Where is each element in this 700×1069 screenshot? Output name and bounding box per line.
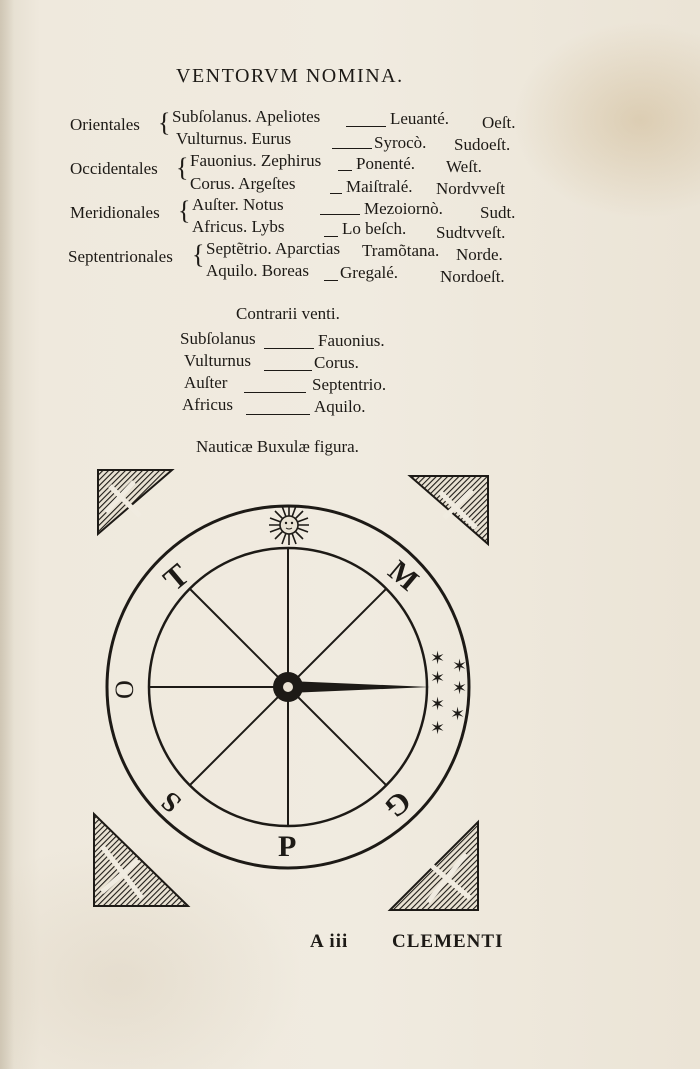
compass-letter-top-right: M [381,554,425,598]
svg-text:✶: ✶ [450,704,466,725]
dash [330,138,374,155]
svg-text:✶: ✶ [430,648,446,669]
wind-italian: Ponenté. [356,154,416,173]
contrarii-right: Septentrio. [312,375,387,394]
svg-text:✶: ✶ [452,678,468,699]
wind-german: Sudtvveſt. [436,223,506,242]
wind-german: Weſt. [446,157,482,176]
wind-italian: Leuanté. [390,109,449,128]
wind-name: Aquilo. Boreas [206,261,309,280]
wind-italian: Maiſtralé. [346,177,413,196]
compass-letter-left: O [110,680,139,699]
svg-text:✶: ✶ [452,656,468,677]
wind-name: Africus. Lybs [192,217,285,236]
group-label-orientales: Orientales [70,115,140,134]
wind-italian: Mezoiornò. [364,199,443,218]
corner-ornament-bottom-right [390,822,478,910]
wind-german: Norde. [456,245,503,264]
svg-text:✶: ✶ [430,668,446,689]
wind-italian: Syrocò. [374,133,427,152]
contrarii-right: Corus. [314,353,359,372]
contrarii-left: Vulturnus [184,351,251,370]
compass-needle [288,681,430,693]
signature-mark: A iii [310,931,349,952]
compass-figure [88,462,508,912]
dash [244,404,312,421]
page-title: VENTORVM NOMINA. [176,65,404,87]
brace: { [176,153,189,182]
wind-german: Sudt. [480,203,516,222]
star-cluster [430,648,467,739]
wind-name: Fauonius. Zephirus [190,151,322,170]
sun-icon [269,505,309,545]
wind-german: Nordoeſt. [440,267,505,286]
wind-name: Subſolanus. Apeliotes [172,107,321,126]
wind-italian: Gregalé. [340,263,399,282]
dash [242,382,308,399]
svg-text:✶: ✶ [430,718,446,739]
svg-text:✶: ✶ [430,694,446,715]
compass-letter-bottom-left: S [155,784,188,819]
corner-ornament-top-left [98,470,172,534]
dash [262,338,316,355]
wind-name: Vulturnus. Eurus [176,129,292,148]
group-label-septentrionales: Septentrionales [68,247,173,266]
compass-letter-top-left: T [156,556,196,598]
dash [262,360,314,377]
wind-german: Oeſt. [482,113,516,132]
contrarii-left: Auſter [184,373,228,392]
figure-caption: Nauticæ Buxulæ figura. [196,437,359,456]
wind-german: Nordvveſt [436,179,505,198]
catchword: CLEMENTI [392,931,504,952]
brace: { [192,240,205,269]
dash [344,116,388,133]
contrarii-right: Aquilo. [314,397,366,416]
wind-german: Sudoeſt. [454,135,511,154]
compass-letter-bottom-right: G [378,784,418,825]
compass-letter-bottom: P [278,830,297,863]
wind-name: Auſter. Notus [192,195,284,214]
corner-ornament-top-right [410,476,488,544]
contrarii-right: Fauonius. [318,331,385,350]
group-label-meridionales: Meridionales [70,203,160,222]
brace: { [178,196,191,225]
contrarii-heading: Contrarii venti. [236,304,340,323]
contrarii-left: Africus [182,395,233,414]
page-gutter [0,0,14,1069]
group-label-occidentales: Occidentales [70,159,158,178]
contrarii-left: Subſolanus [180,329,256,348]
brace: { [158,108,171,137]
dash [336,160,354,177]
dash [322,270,340,287]
wind-name: Corus. Argeſtes [190,174,296,193]
wind-italian: Tramõtana. [362,241,440,260]
dash [328,183,344,200]
wind-italian: Lo beſch. [342,219,407,238]
wind-name: Septẽtrio. Aparctias [206,239,341,258]
